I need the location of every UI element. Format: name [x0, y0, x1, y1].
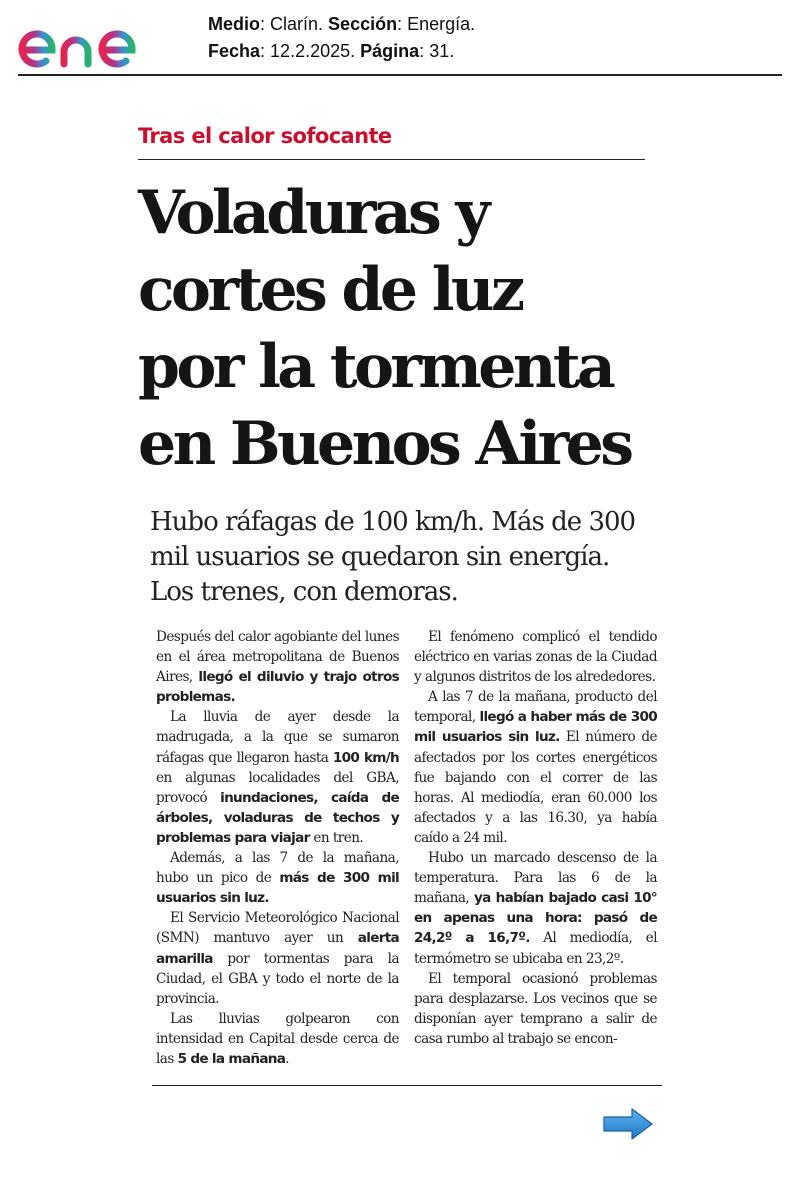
paragraph [414, 848, 657, 969]
highlight-text: alerta amarilla [156, 930, 399, 967]
paragraph [414, 627, 657, 687]
meta-line-1: Medio: Clarín. Sección: Energía. [208, 14, 476, 34]
article-deck: Hubo ráfagas de 100 km/h. Más de 300 mil usuarios se quedaron sin energía. Los trenes, con demoras. [150, 507, 636, 607]
paragraph-text: Las lluvias golpearon con intensidad en Capital desde cerca de las [156, 1010, 399, 1067]
fecha-value: 12.2.2025 [270, 41, 351, 61]
paragraph-text: El número de afectados por los cortes energéticos fue bajando con el correr de las horas. Al mediodía, eran 60.000 los afectados y a las 16.30, ya había caído a 24 mil. [414, 729, 657, 846]
paragraph-text: en tren. [309, 829, 364, 846]
highlight-text: llegó el diluvio y trajo otros problemas. [156, 669, 399, 706]
paragraph [414, 969, 657, 1049]
paragraph [156, 1009, 399, 1069]
seccion-value: Energía [407, 14, 471, 34]
paragraph-text: . [285, 1050, 290, 1067]
fecha-label: Fecha [208, 41, 261, 61]
article-kicker: Tras el calor sofocante [138, 124, 392, 148]
paragraph [156, 848, 399, 908]
highlight-text: llegó a haber más de 300 mil usuarios sin luz. [414, 709, 657, 746]
bottom-divider [152, 1085, 662, 1086]
paragraph [414, 687, 657, 848]
kicker-divider [138, 159, 645, 160]
paragraph-text: El Servicio Meteorológico Nacional (SMN) mantuvo ayer un [156, 910, 399, 947]
highlight-text: ya habían bajado casi 10° en apenas una hora: pasó de 24,2º a 16,7º. [414, 890, 657, 947]
headline-line: por la tormenta [138, 332, 613, 402]
highlight-text: inundaciones, caída de árboles, voladuras de techos y problemas para viajar [156, 789, 399, 846]
pagina-label: Página [360, 41, 420, 61]
paragraph [156, 707, 399, 848]
paragraph-text: El fenómeno complicó el tendido eléctrico en varias zonas de la Ciudad y algunos distritos de los alrededores. [414, 629, 657, 686]
clipping-metadata [208, 11, 475, 65]
paragraph-text: La lluvia de ayer desde la madrugada, a la que se sumaron ráfagas que llegaron hasta [156, 709, 399, 766]
paragraph-text: Hubo un marcado descenso de la temperatura. Para las 6 de la mañana, [414, 850, 657, 907]
paragraph-text: en algunas localidades del GBA, provocó [156, 769, 399, 806]
medio-value: Clarín [270, 14, 319, 34]
pagina-value: 31 [429, 41, 450, 61]
paragraph-text: El temporal ocasionó problemas para desplazarse. Los vecinos que se disponían ayer temprano a salir de casa rumbo al trabajo se encon- [414, 970, 657, 1047]
paragraph-text: A las 7 de la mañana, producto del temporal, [414, 689, 657, 726]
arrow-right-icon[interactable] [602, 1106, 654, 1142]
highlight-text: 100 km/h [332, 749, 400, 766]
paragraph [156, 627, 399, 707]
headline-line: en Buenos Aires [138, 409, 631, 479]
paragraph-text: por tormentas para la Ciudad, el GBA y todo el norte de la provincia. [156, 950, 399, 1007]
paragraph-text: Al mediodía, el termómetro se ubicaba en 23,2º. [414, 930, 657, 967]
press-clipping-header [18, 8, 782, 76]
paragraph-text: Además, a las 7 de la mañana, hubo un pico de [156, 850, 399, 887]
headline-line: Voladuras y [138, 178, 487, 248]
paragraph-text: Después del calor agobiante del lunes en el área metropolitana de Buenos Aires, [156, 629, 399, 686]
highlight-text: más de 300 mil usuarios sin luz. [156, 870, 399, 907]
enel-logo [18, 14, 178, 70]
headline-line: cortes de luz [138, 255, 522, 325]
seccion-label: Sección [328, 14, 398, 34]
paragraph [156, 908, 399, 1008]
highlight-text: 5 de la mañana [177, 1050, 286, 1067]
article-column-right [414, 627, 657, 1049]
meta-line-2: Fecha: 12.2.2025. Página: 31. [208, 41, 455, 61]
article-column-left [156, 627, 399, 1069]
medio-label: Medio [208, 14, 260, 34]
article-headline [138, 175, 658, 483]
